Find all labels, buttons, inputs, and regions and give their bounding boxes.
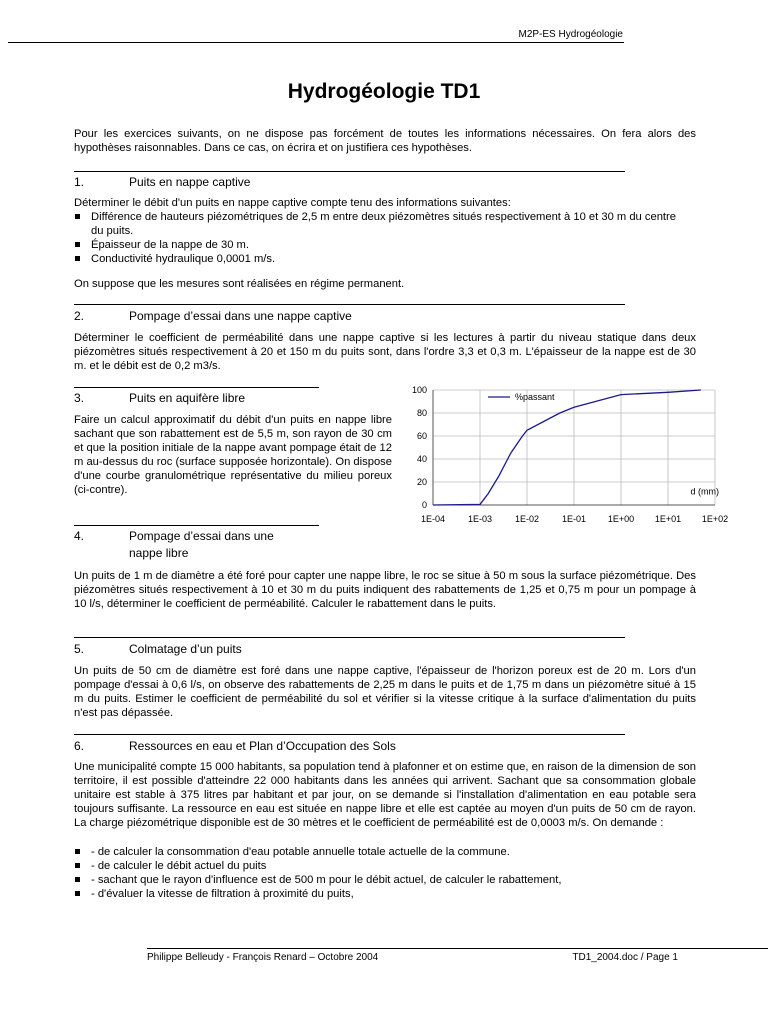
footer-authors: Philippe Belleudy - François Renard – Octobre 2004	[147, 952, 379, 963]
list-item: - de calculer la consommation d'eau potable annuelle totale actuelle de la commune.	[74, 845, 684, 859]
section-title: Pompage d’essai dans une nappe captive	[129, 309, 352, 323]
x-tick-label: 1E-02	[514, 514, 540, 524]
section-rule	[74, 171, 625, 172]
section-1-bullets	[74, 210, 684, 266]
section-1-note: On suppose que les mesures sont réalisées en régime permanent.	[74, 278, 405, 290]
section-rule	[74, 637, 625, 638]
y-tick-label: 100	[411, 385, 427, 395]
header-course: M2P-ES Hydrogéologie	[518, 29, 623, 40]
list-item: Épaisseur de la nappe de 30 m.	[74, 238, 684, 252]
x-tick-label: 1E+01	[654, 514, 682, 524]
section-4-text: Un puits de 1 m de diamètre a été foré pour capter une nappe libre, le roc se situe à 50 m sous la surface piézométrique. Des piézomètres situés respectivement à 10 et 30 m du puits indiquent des rabattements de 1,25 et 0,75 m pour un pompage à 10 l/s, déterminer le coefficient de perméabilité. Calculer le rabattement dans le puits.	[74, 570, 696, 610]
list-item: - sachant que le rayon d'influence est de 500 m pour le débit actuel, de calculer le rabattement,	[74, 873, 684, 887]
legend-label: %passant	[515, 392, 555, 402]
section-5-text: Un puits de 50 cm de diamètre est foré dans une nappe captive, l'épaisseur de l'horizon poreux est de 20 m. Lors d'un pompage d'essai à 0,6 l/s, on observe des rabattements de 2,25 m dans le puits et de 1,75 m dans un piézomètre situé à 15 m du puits. Estimer le coefficient de perméabilité du sol et vérifier si la vitesse critique à la surface d'alimentation du puits n'est pas dépassée.	[74, 665, 696, 719]
section-rule	[74, 304, 625, 305]
section-4-heading	[74, 528, 392, 560]
section-2-text: Déterminer le coefficient de perméabilité dans une nappe captive si les lectures à partir du niveau statique dans deux piézomètres situés respectivement à 20 et 150 m du puits sont, dans l'ordre 3,3 et 0,3 m. L'épaisseur de la nappe est de 30 m. et le débit est de 0,2 m3/s.	[74, 332, 696, 372]
list-item: - de calculer le débit actuel du puits	[74, 859, 684, 873]
x-tick-label: 1E+00	[607, 514, 635, 524]
list-item: - d'évaluer la vitesse de filtration à proximité du puits,	[74, 887, 684, 901]
section-number: 5.	[74, 642, 85, 656]
x-tick-label: 1E-01	[561, 514, 587, 524]
chart-ticks	[412, 385, 728, 524]
section-rule	[74, 525, 319, 526]
x-tick-label: 1E-03	[467, 514, 493, 524]
page-title: Hydrogéologie TD1	[287, 80, 481, 103]
section-number: 2.	[74, 309, 85, 323]
section-rule	[74, 734, 625, 735]
section-title: Ressources en eau et Plan d’Occupation des Sols	[129, 739, 396, 753]
section-number: 3.	[74, 391, 85, 405]
footer-page: TD1_2004.doc / Page 1	[572, 952, 678, 963]
section-title: Colmatage d’un puits	[129, 642, 242, 656]
chart-series	[433, 390, 701, 505]
section-3-text: Faire un calcul approximatif du débit d'un puits en nappe libre sachant que son rabattement est de 5,5 m, son rayon de 30 cm et que la position initiale de la nappe avant pompage était de 12 m au-dessus du roc (surface supposée horizontale). On dispose d'une courbe granulométrique représentative du milieu poreux (ci-contre).	[74, 414, 392, 496]
section-rule	[74, 387, 319, 388]
section-number: 4.	[74, 529, 85, 543]
section-title: Pompage d’essai dans une	[129, 529, 274, 543]
list-item: Conductivité hydraulique 0,0001 m/s.	[74, 252, 684, 266]
header-rule	[8, 42, 624, 43]
x-tick-label: 1E-04	[420, 514, 446, 524]
y-tick-label: 40	[416, 454, 427, 464]
section-1-text: Déterminer le débit d'un puits en nappe captive compte tenu des informations suivantes:	[74, 197, 511, 209]
section-6-text: Une municipalité compte 15 000 habitants, sa population tend à plafonner et on estime que, en raison de la dimension de son territoire, il est possible d'atteindre 22 000 habitants dans les années qui arrivent. Sachant que sa consommation globale unitaire est stable à 375 litres par habitant et par jour, on se demande si l'installation d'alimentation en eau potable sera toujours suffisante. La ressource en eau est située en nappe libre et elle est captée au moyen d'un puits de 50 cm de rayon. La charge piézométrique disponible est de 30 mètres et le coefficient de perméabilité est de 0,0003 m/s. On demande :	[74, 761, 696, 829]
chart-legend	[488, 392, 555, 402]
section-title: Puits en aquifère libre	[129, 391, 246, 405]
section-number: 1.	[74, 175, 85, 189]
section-title: Puits en nappe captive	[129, 175, 251, 189]
intro-paragraph: Pour les exercices suivants, on ne dispose pas forcément de toutes les informations nécessaires. On fera alors des hypothèses raisonnables. Dans ce cas, on écrira et on justifiera ces hypothèses.	[74, 128, 696, 154]
x-tick-label: 1E+02	[701, 514, 729, 524]
footer-rule	[147, 948, 768, 949]
granulometric-chart	[395, 380, 735, 528]
y-tick-label: 60	[416, 431, 427, 441]
series-line	[433, 390, 701, 505]
list-item: Différence de hauteurs piézométriques de 2,5 m entre deux piézomètres situés respectivement à 10 et 30 m du centre du puits.	[74, 210, 684, 238]
x-axis-label: d (mm)	[690, 486, 719, 497]
section-title-continued: nappe libre	[129, 546, 189, 560]
y-tick-label: 0	[421, 500, 427, 510]
y-tick-label: 20	[416, 477, 427, 487]
section-6-bullets	[74, 845, 684, 901]
section-number: 6.	[74, 739, 85, 753]
y-tick-label: 80	[416, 408, 427, 418]
